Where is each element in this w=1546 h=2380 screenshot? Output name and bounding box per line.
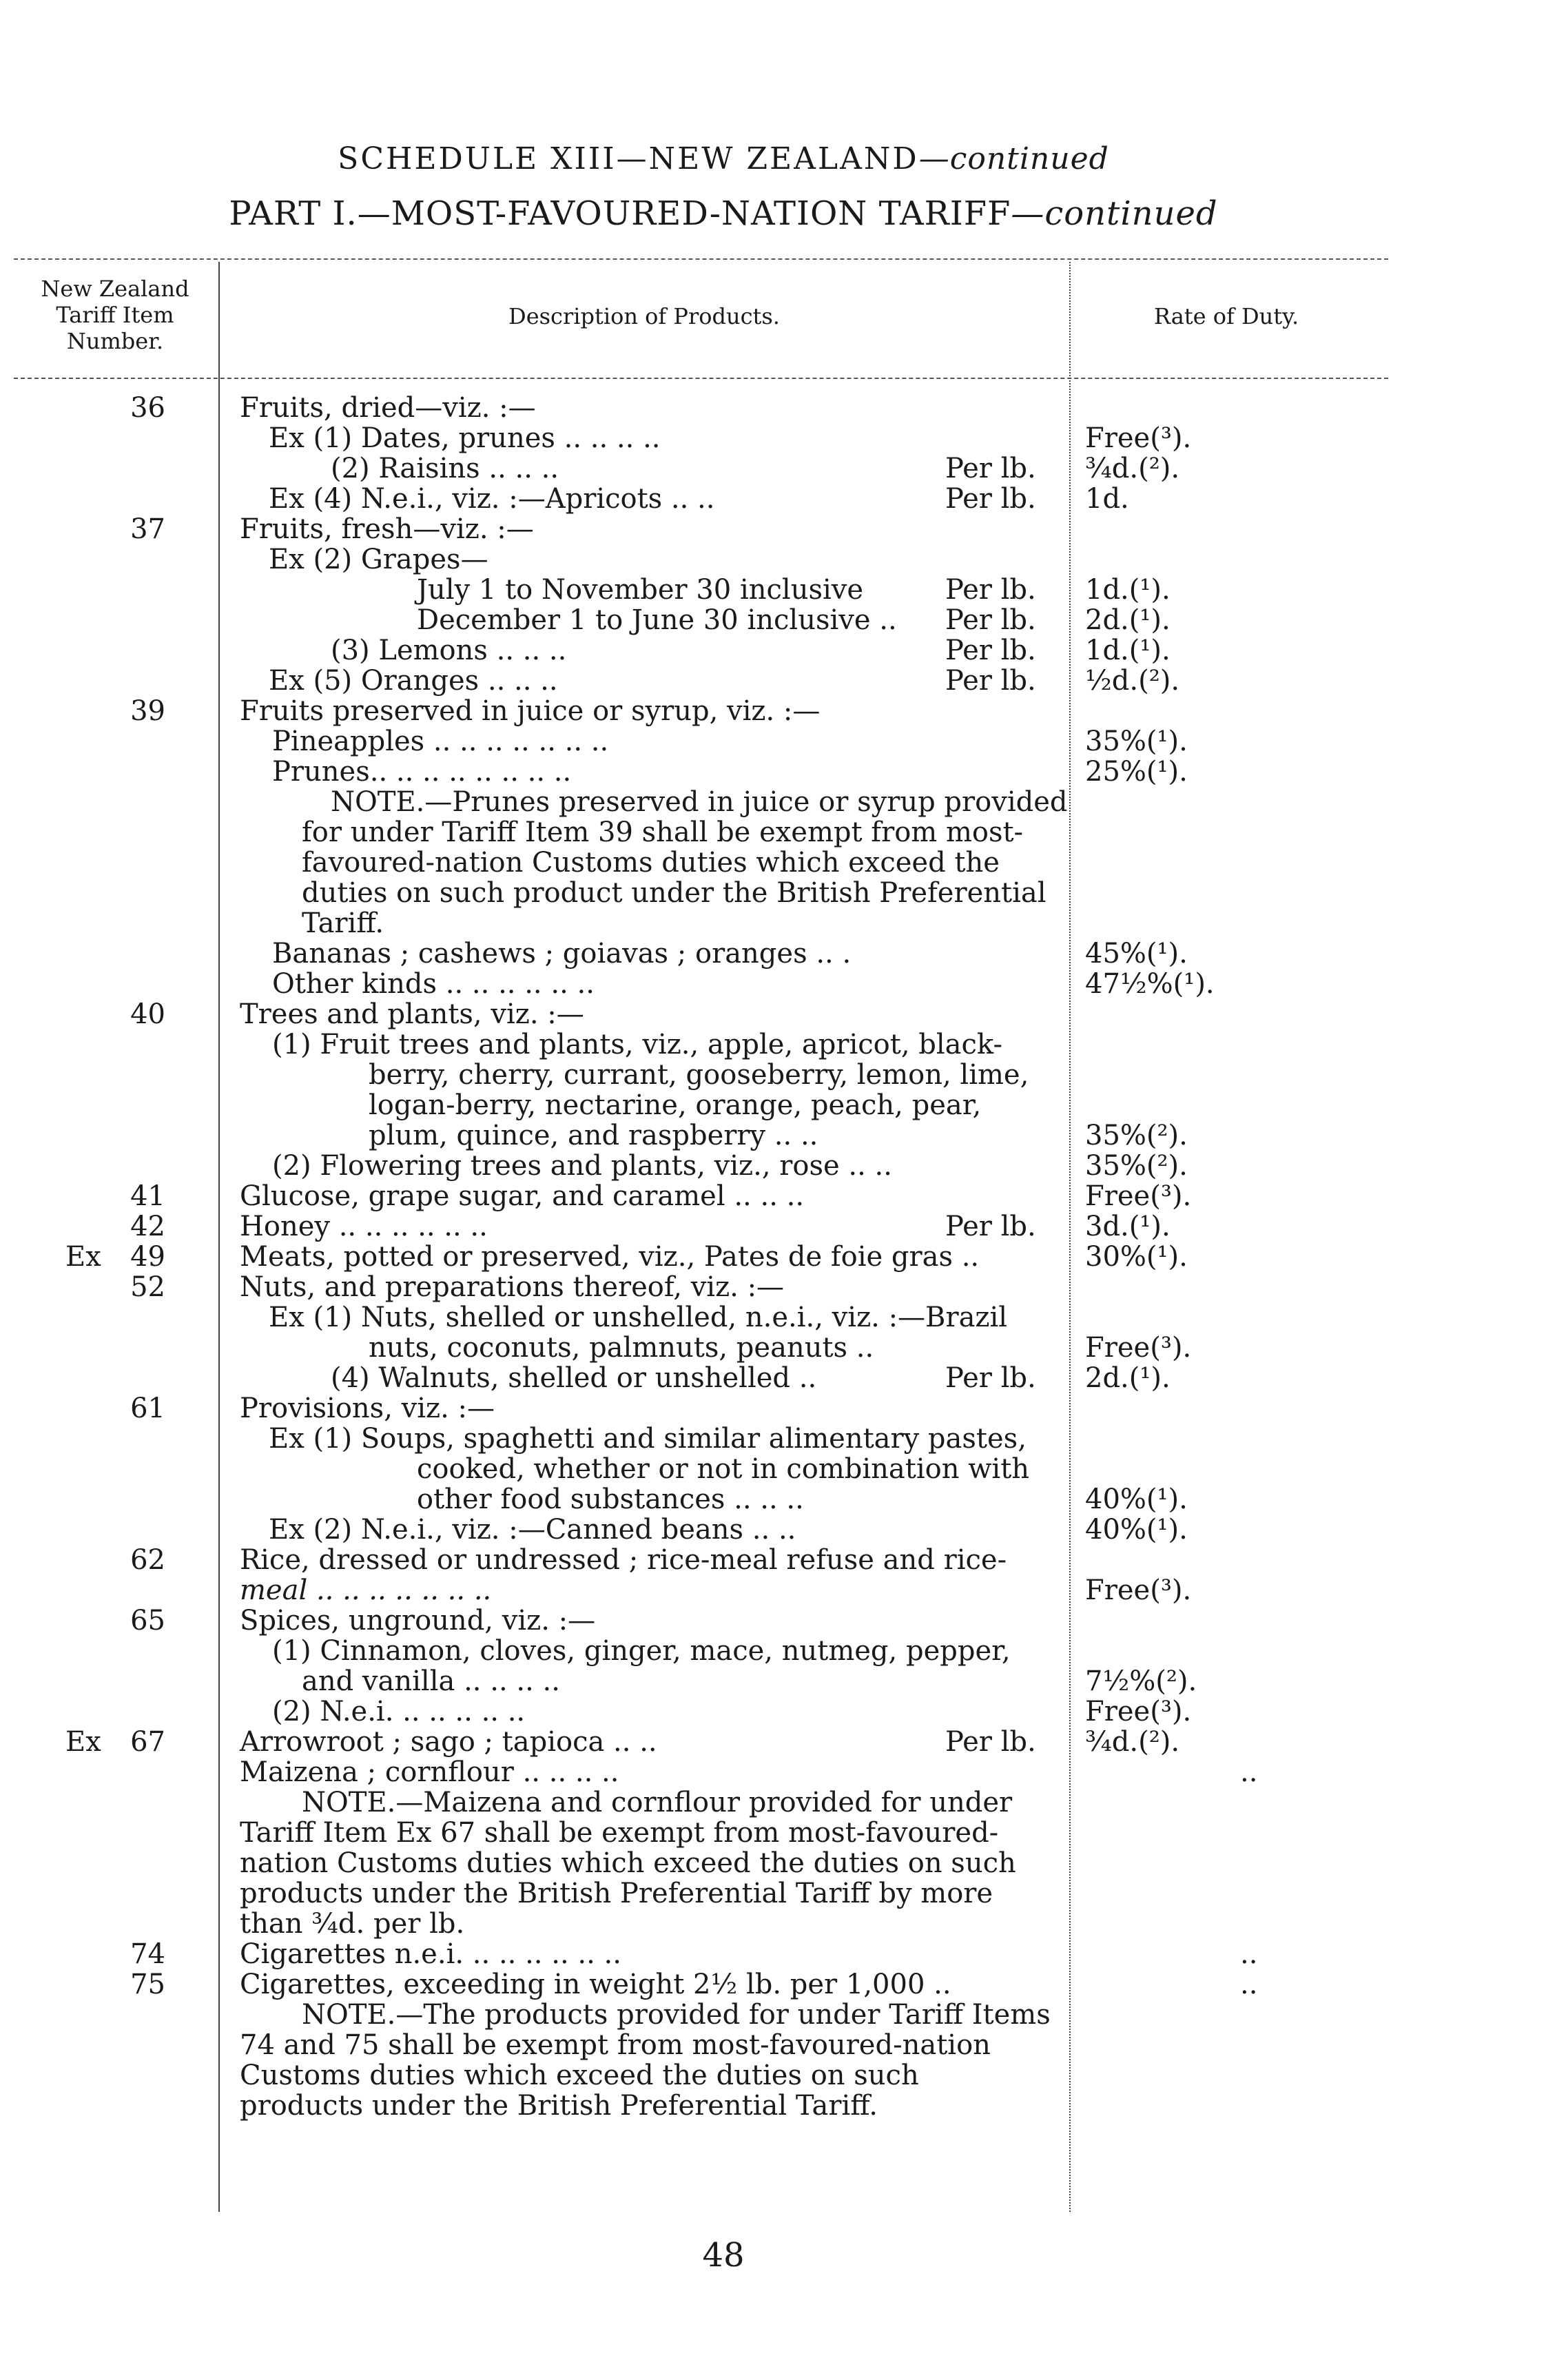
rate-of-duty: 35%(²). <box>1085 1120 1188 1151</box>
rate-of-duty: 7½%(²). <box>1085 1665 1197 1697</box>
tariff-item-number: 62 <box>130 1544 165 1576</box>
rate-leader-dots: .. <box>1240 1756 1258 1788</box>
tariff-item-number: 36 <box>130 392 165 424</box>
product-description: 74 and 75 shall be exempt from most-favoured-nation <box>240 2029 991 2061</box>
product-description: Ex (4) N.e.i., viz. :—Apricots .. .. <box>269 483 715 515</box>
product-description: Meats, potted or preserved, viz., Pates de foie gras .. <box>240 1241 980 1273</box>
table-row <box>0 393 1546 423</box>
column-header-number <box>15 276 215 354</box>
unit-per: Per lb. <box>945 1726 1036 1758</box>
rate-of-duty: 1d. <box>1085 483 1129 515</box>
table-row <box>0 1242 1546 1272</box>
rate-of-duty: 35%(²). <box>1085 1150 1188 1182</box>
table-row <box>0 696 1546 726</box>
unit-per: Per lb. <box>945 635 1036 666</box>
product-description: Trees and plants, viz. :— <box>240 998 584 1030</box>
table-row <box>0 575 1546 605</box>
tariff-item-number: 49 <box>130 1241 165 1273</box>
product-description: (3) Lemons .. .. .. <box>331 635 567 666</box>
tariff-item-number: 75 <box>130 1969 165 2000</box>
table-row <box>0 1848 1546 1878</box>
table-row <box>0 878 1546 908</box>
product-description: NOTE.—The products provided for under Tariff Items <box>302 1999 1051 2031</box>
column-header-number-line: Tariff Item <box>56 302 174 328</box>
table-row <box>0 1909 1546 1939</box>
rate-of-duty: 30%(¹). <box>1085 1241 1188 1273</box>
table-row <box>0 1878 1546 1909</box>
schedule-title-continued: —continued <box>918 141 1109 176</box>
product-description: products under the British Preferential Tariff by more <box>240 1878 993 1909</box>
table-row <box>0 1575 1546 1606</box>
rate-of-duty: ¾d.(²). <box>1085 453 1180 484</box>
product-description: than ¾d. per lb. <box>240 1908 465 1940</box>
table-row <box>0 1120 1546 1151</box>
rate-of-duty: 40%(¹). <box>1085 1484 1188 1515</box>
table-row <box>0 1484 1546 1515</box>
tariff-item-number: 42 <box>130 1211 165 1242</box>
tariff-item-number: 37 <box>130 513 165 545</box>
table-row <box>0 1424 1546 1454</box>
unit-per: Per lb. <box>945 604 1036 636</box>
table-row <box>0 1636 1546 1666</box>
table-top-rule <box>14 258 1388 260</box>
table-row <box>0 1727 1546 1757</box>
product-description: for under Tariff Item 39 shall be exempt from most- <box>302 817 1024 848</box>
table-row <box>0 514 1546 544</box>
item-ex-marker: Ex <box>65 1726 101 1758</box>
table-row <box>0 726 1546 757</box>
product-description: Tariff. <box>302 907 384 939</box>
table-row <box>0 1757 1546 1787</box>
product-description: plum, quince, and raspberry .. .. <box>369 1120 818 1151</box>
rate-of-duty: Free(³). <box>1085 422 1192 454</box>
tariff-item-number: 65 <box>130 1605 165 1637</box>
table-row <box>0 1060 1546 1090</box>
table-row <box>0 1333 1546 1363</box>
table-row <box>0 635 1546 666</box>
table-row <box>0 1818 1546 1848</box>
table-header-rule <box>14 378 1388 379</box>
product-description: July 1 to November 30 inclusive <box>417 574 864 606</box>
rate-of-duty: 35%(¹). <box>1085 726 1188 757</box>
product-description: Arrowroot ; sago ; tapioca .. .. <box>240 1726 657 1758</box>
table-row <box>0 1545 1546 1575</box>
rate-of-duty: 3d.(¹). <box>1085 1211 1171 1242</box>
rate-of-duty: 2d.(¹). <box>1085 1362 1171 1394</box>
product-description: Ex (1) Dates, prunes .. .. .. .. <box>269 422 661 454</box>
product-description: products under the British Preferential Tariff. <box>240 2090 878 2122</box>
product-description: Ex (2) Grapes— <box>269 544 488 575</box>
product-description: (2) Raisins .. .. .. <box>331 453 559 484</box>
table-row <box>0 1696 1546 1727</box>
table-row <box>0 666 1546 696</box>
table-row <box>0 484 1546 514</box>
table-row <box>0 1272 1546 1302</box>
table-row <box>0 1090 1546 1120</box>
product-description: nation Customs duties which exceed the duties on such <box>240 1847 1016 1879</box>
product-description: Maizena ; cornflour .. .. .. .. <box>240 1756 619 1788</box>
column-header-description: Description of Products. <box>508 303 780 329</box>
product-description: NOTE.—Maizena and cornflour provided for under <box>302 1787 1013 1818</box>
table-row <box>0 2030 1546 2060</box>
unit-per: Per lb. <box>945 453 1036 484</box>
product-description: (2) Flowering trees and plants, viz., rose .. .. <box>272 1150 892 1182</box>
column-header-number-line: Number. <box>66 328 164 354</box>
product-description: (2) N.e.i. .. .. .. .. .. <box>272 1696 526 1727</box>
tariff-item-number: 39 <box>130 695 165 727</box>
table-row <box>0 1454 1546 1484</box>
table-row <box>0 544 1546 575</box>
rate-of-duty: Free(³). <box>1085 1574 1192 1606</box>
product-description: Fruits, fresh—viz. :— <box>240 513 534 545</box>
product-description: Cigarettes, exceeding in weight 2½ lb. per 1,000 .. <box>240 1969 951 2000</box>
product-description: berry, cherry, currant, gooseberry, lemon, lime, <box>369 1059 1029 1091</box>
product-description: Other kinds .. .. .. .. .. .. <box>272 968 595 1000</box>
rate-of-duty: 1d.(¹). <box>1085 574 1171 606</box>
product-description: Ex (1) Nuts, shelled or unshelled, n.e.i., viz. :—Brazil <box>269 1302 1008 1333</box>
tariff-item-number: 61 <box>130 1393 165 1424</box>
product-description: NOTE.—Prunes preserved in juice or syrup provided <box>331 786 1068 818</box>
table-row <box>0 1363 1546 1393</box>
table-row <box>0 969 1546 999</box>
column-header-rate: Rate of Duty. <box>1153 303 1299 329</box>
rate-of-duty: 40%(¹). <box>1085 1514 1188 1546</box>
table-row <box>0 1393 1546 1424</box>
product-description: Customs duties which exceed the duties on such <box>240 2060 919 2091</box>
product-description: (4) Walnuts, shelled or unshelled .. <box>331 1362 817 1394</box>
tariff-item-number: 41 <box>130 1180 165 1212</box>
table-row <box>0 787 1546 817</box>
rate-leader-dots: .. <box>1240 1969 1258 2000</box>
table-row <box>0 453 1546 484</box>
table-row <box>0 1302 1546 1333</box>
product-description: Provisions, viz. :— <box>240 1393 495 1424</box>
part-title <box>0 194 1447 233</box>
table-row <box>0 605 1546 635</box>
table-row <box>0 1939 1546 1969</box>
table-row <box>0 1515 1546 1545</box>
table-row <box>0 938 1546 969</box>
schedule-title <box>0 141 1447 176</box>
table-row <box>0 757 1546 787</box>
product-description: meal .. .. .. .. .. .. .. <box>240 1574 492 1606</box>
rate-of-duty: Free(³). <box>1085 1332 1192 1364</box>
rate-of-duty: 45%(¹). <box>1085 938 1188 970</box>
product-description: Cigarettes n.e.i. .. .. .. .. .. .. <box>240 1938 621 1970</box>
schedule-title-main: SCHEDULE XIII—NEW ZEALAND <box>338 141 919 176</box>
unit-per: Per lb. <box>945 1362 1036 1394</box>
unit-per: Per lb. <box>945 574 1036 606</box>
product-description: Tariff Item Ex 67 shall be exempt from most-favoured- <box>240 1817 999 1849</box>
product-description: Ex (1) Soups, spaghetti and similar alimentary pastes, <box>269 1423 1027 1455</box>
column-header-number-line: New Zealand <box>41 276 189 302</box>
product-description: (1) Cinnamon, cloves, ginger, mace, nutmeg, pepper, <box>272 1635 1011 1667</box>
table-row <box>0 908 1546 938</box>
table-row <box>0 817 1546 848</box>
tariff-item-number: 40 <box>130 998 165 1030</box>
table-row <box>0 1666 1546 1696</box>
product-description: Pineapples .. .. .. .. .. .. .. <box>272 726 609 757</box>
part-title-main: PART I.—MOST-FAVOURED-NATION TARIFF <box>229 194 1011 233</box>
product-description: nuts, coconuts, palmnuts, peanuts .. <box>369 1332 874 1364</box>
table-row <box>0 1211 1546 1242</box>
table-row <box>0 2060 1546 2091</box>
rate-of-duty: Free(³). <box>1085 1180 1192 1212</box>
product-description: Fruits preserved in juice or syrup, viz. :— <box>240 695 821 727</box>
rate-of-duty: ½d.(²). <box>1085 665 1180 697</box>
table-row <box>0 1787 1546 1818</box>
product-description: Honey .. .. .. .. .. .. <box>240 1211 488 1242</box>
product-description: logan-berry, nectarine, orange, peach, pear, <box>369 1089 982 1121</box>
part-title-continued: —continued <box>1011 194 1218 233</box>
table-row <box>0 1181 1546 1211</box>
tariff-item-number: 67 <box>130 1726 165 1758</box>
rate-of-duty: ¾d.(²). <box>1085 1726 1180 1758</box>
rate-leader-dots: .. <box>1240 1938 1258 1970</box>
tariff-table-body <box>0 393 1546 2121</box>
item-ex-marker: Ex <box>65 1241 101 1273</box>
product-description: Rice, dressed or undressed ; rice-meal refuse and rice- <box>240 1544 1007 1576</box>
product-description: other food substances .. .. .. <box>417 1484 804 1515</box>
unit-per: Per lb. <box>945 483 1036 515</box>
unit-per: Per lb. <box>945 1211 1036 1242</box>
table-row <box>0 423 1546 453</box>
table-row <box>0 2000 1546 2030</box>
rate-of-duty: 2d.(¹). <box>1085 604 1171 636</box>
table-row <box>0 999 1546 1029</box>
product-description: Fruits, dried—viz. :— <box>240 392 536 424</box>
table-row <box>0 1029 1546 1060</box>
table-row <box>0 848 1546 878</box>
rate-of-duty: Free(³). <box>1085 1696 1192 1727</box>
product-description: December 1 to June 30 inclusive .. <box>417 604 897 636</box>
product-description: duties on such product under the British Preferential <box>302 877 1047 909</box>
product-description: and vanilla .. .. .. .. <box>302 1665 560 1697</box>
unit-per: Per lb. <box>945 665 1036 697</box>
product-description: Ex (5) Oranges .. .. .. <box>269 665 558 697</box>
product-description: cooked, whether or not in combination with <box>417 1453 1030 1485</box>
tariff-item-number: 52 <box>130 1271 165 1303</box>
table-row <box>0 1606 1546 1636</box>
table-row <box>0 2091 1546 2121</box>
product-description: Glucose, grape sugar, and caramel .. .. .. <box>240 1180 805 1212</box>
rate-of-duty: 47½%(¹). <box>1085 968 1215 1000</box>
product-description: (1) Fruit trees and plants, viz., apple, apricot, black- <box>272 1029 1002 1060</box>
table-row <box>0 1969 1546 2000</box>
product-description: Prunes.. .. .. .. .. .. .. .. <box>272 756 572 788</box>
tariff-item-number: 74 <box>130 1938 165 1970</box>
table-row <box>0 1151 1546 1181</box>
page-number: 48 <box>702 2236 745 2275</box>
product-description: Bananas ; cashews ; goiavas ; oranges .. . <box>272 938 852 970</box>
product-description: Ex (2) N.e.i., viz. :—Canned beans .. .. <box>269 1514 796 1546</box>
product-description: favoured-nation Customs duties which exceed the <box>302 847 1000 879</box>
rate-of-duty: 1d.(¹). <box>1085 635 1171 666</box>
rate-of-duty: 25%(¹). <box>1085 756 1188 788</box>
product-description: Nuts, and preparations thereof, viz. :— <box>240 1271 785 1303</box>
product-description: Spices, unground, viz. :— <box>240 1605 596 1637</box>
